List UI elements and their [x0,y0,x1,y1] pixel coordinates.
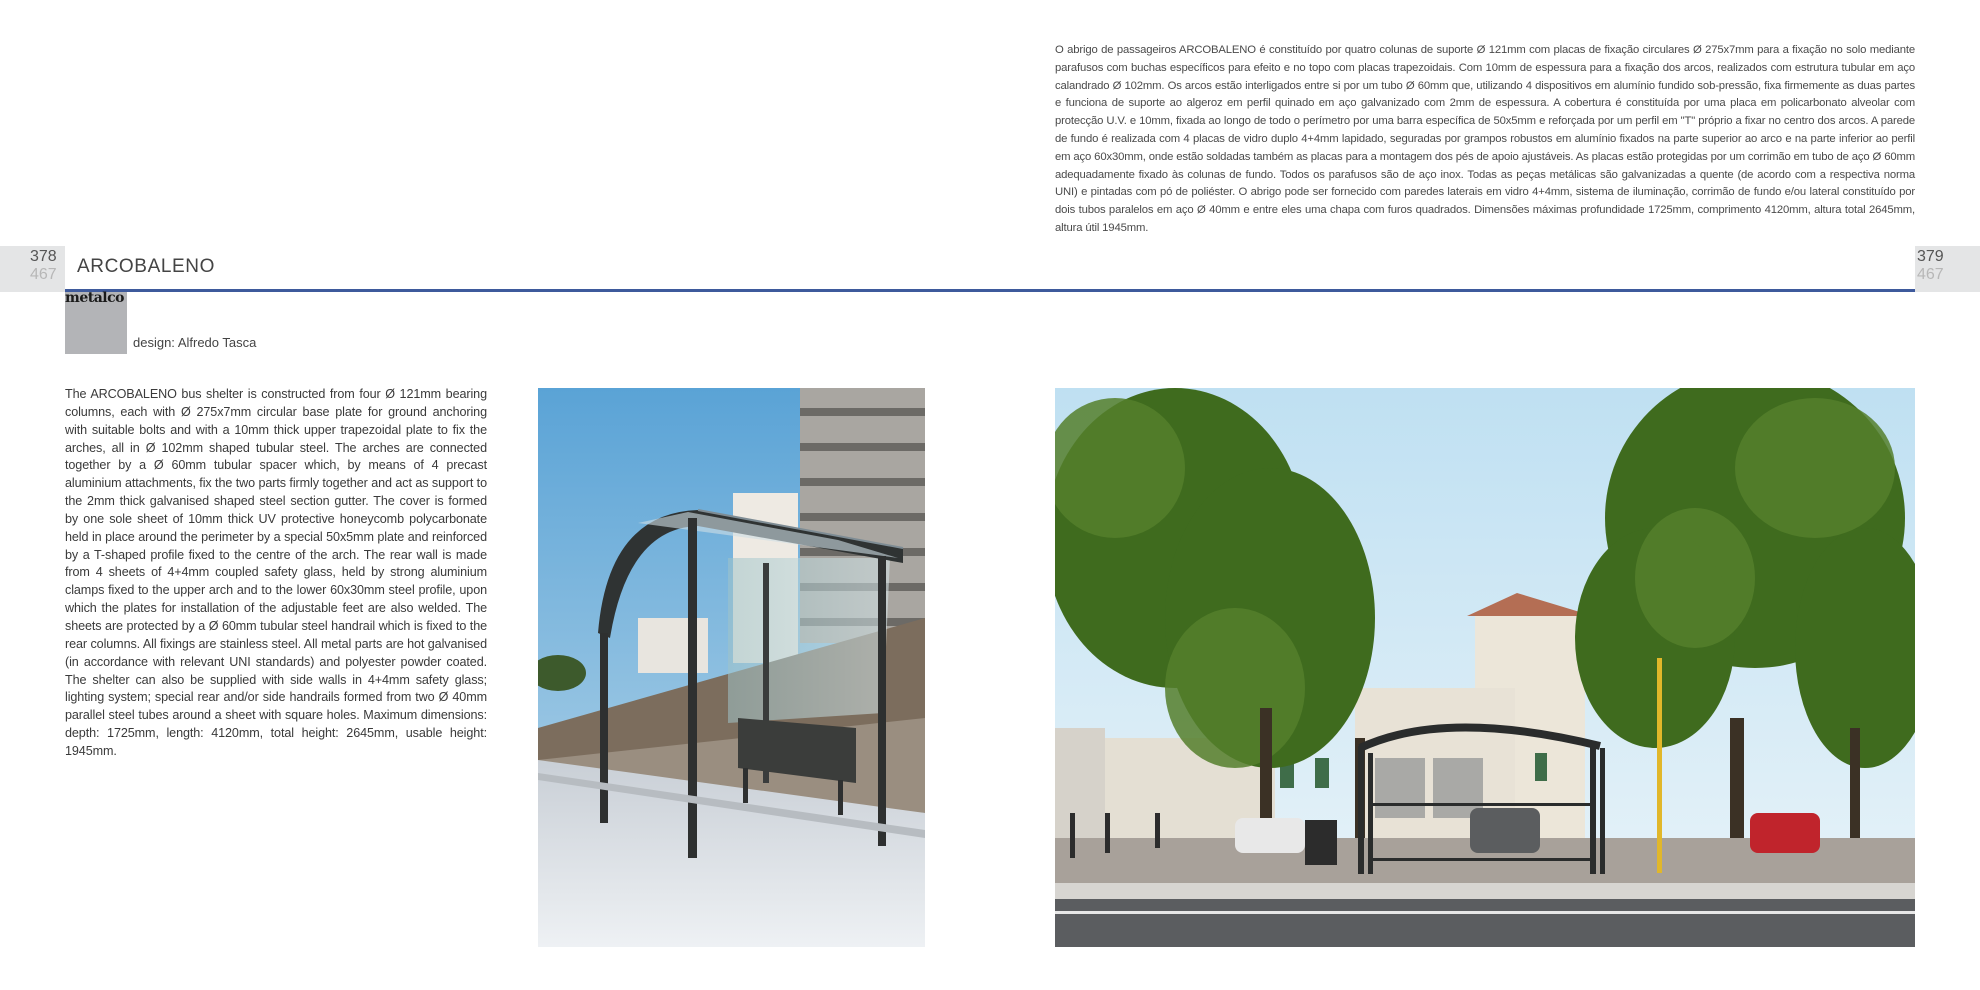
shelter-street-photo [1055,388,1915,947]
designer-credit: design: Alfredo Tasca [133,335,257,350]
brand-logo: metalco [65,290,124,306]
right-page-current: 379 [1917,248,1944,265]
english-description: The ARCOBALENO bus shelter is constructed from four Ø 121mm bearing columns, each with Ø 275x7mm circular base plate for ground anchoring with suitable bolts and with a 10mm thick upper trapezoidal plate to fix the arches, all in Ø 102mm shaped tubular steel. The arches are connected together by a Ø 60mm tubular spacer which, by means of 4 precast aluminium attachments, fix the two parts firmly together and act as support to the 2mm thick galvanised shaped steel section gutter. The cover is formed by one sole sheet of 10mm thick UV protective honeycomb polycarbonate held in place around the perimeter by a special 50x5mm plate and reinforced by a T-shaped profile fixed to the centre of the arch. The rear wall is made from 4 sheets of 4+4mm coupled safety glass, held by strong aluminium clamps fixed to the upper arch and to the lower 60x30mm steel profile, upon which the plates for installation of the adjustable feet are also welded. The sheets are protected by a Ø 60mm tubular steel handrail which is fixed to the rear columns. All fixings are stainless steel. All metal parts are hot galvanised (in accordance with relevant UNI standards) and polyester powder coated. The shelter can also be supplied with side walls in 4+4mm safety glass; lighting system; special rear and/or side handrails formed from two Ø 40mm parallel steel tubes around a sheet with square holes. Maximum dimensions: depth: 1725mm, length: 4120mm, total height: 2645mm, usable height: 1945mm. [65,387,487,758]
left-page-number [30,248,57,284]
right-page-number [1917,248,1944,284]
left-page-current: 378 [30,248,57,265]
right-page-total: 467 [1917,266,1944,283]
left-page-total: 467 [30,266,57,283]
shelter-closeup-photo [538,388,925,947]
header-divider [65,289,1915,292]
product-title: ARCOBALENO [77,256,215,277]
portuguese-description: O abrigo de passageiros ARCOBALENO é constituído por quatro colunas de suporte Ø 121mm com placas de fixação circulares Ø 275x7mm para a fixação no solo mediante parafusos com buchas específicos para efeito e no topo com placas trapezoidais. Com 10mm de espessura para a fixação dos arcos, realizados com estrutura tubular em aço calandrado Ø 102mm. Os arcos estão interligados entre si por um tubo Ø 60mm que, utilizando 4 dispositivos em alumínio fundido sob-pressão, fixa firmemente as duas partes e funciona de suporte ao algeroz em perfil quinado em aço galvanizado com 2mm de espessura. A cobertura é constituída por uma placa em policarbonato alveolar com protecção U.V. e 10mm, fixada ao longo de todo o perímetro por uma barra específica de 50x5mm e reforçada por um perfil em "T" próprio a fixar no centro dos arcos. A parede de fundo é realizada com 4 placas de vidro duplo 4+4mm lapidado, seguradas por grampos robustos em alumínio fixados na parte superior ao arco e na parte inferior ao perfil em aço 60x30mm, onde estão soldadas também as placas para a montagem dos pés de apoio ajustáveis. As placas estão protegidas por um corrimão em tubo de aço Ø 60mm adequadamente fixado às colunas de fundo. Todos os parafusos são de aço inox. Todas as peças metálicas são galvanizadas a quente (de acordo com a respectiva norma UNI) e pintadas com pó de poliéster. O abrigo pode ser fornecido com paredes laterais em vidro 4+4mm, sistema de iluminação, corrimão de fundo e/ou lateral constituído por dois tubos paralelos em aço Ø 40mm e entre eles uma chapa com furos quadrados. Dimensões máximas profundidade 1725mm, comprimento 4120mm, altura total 2645mm, altura útil 1945mm. [1055,44,1915,234]
